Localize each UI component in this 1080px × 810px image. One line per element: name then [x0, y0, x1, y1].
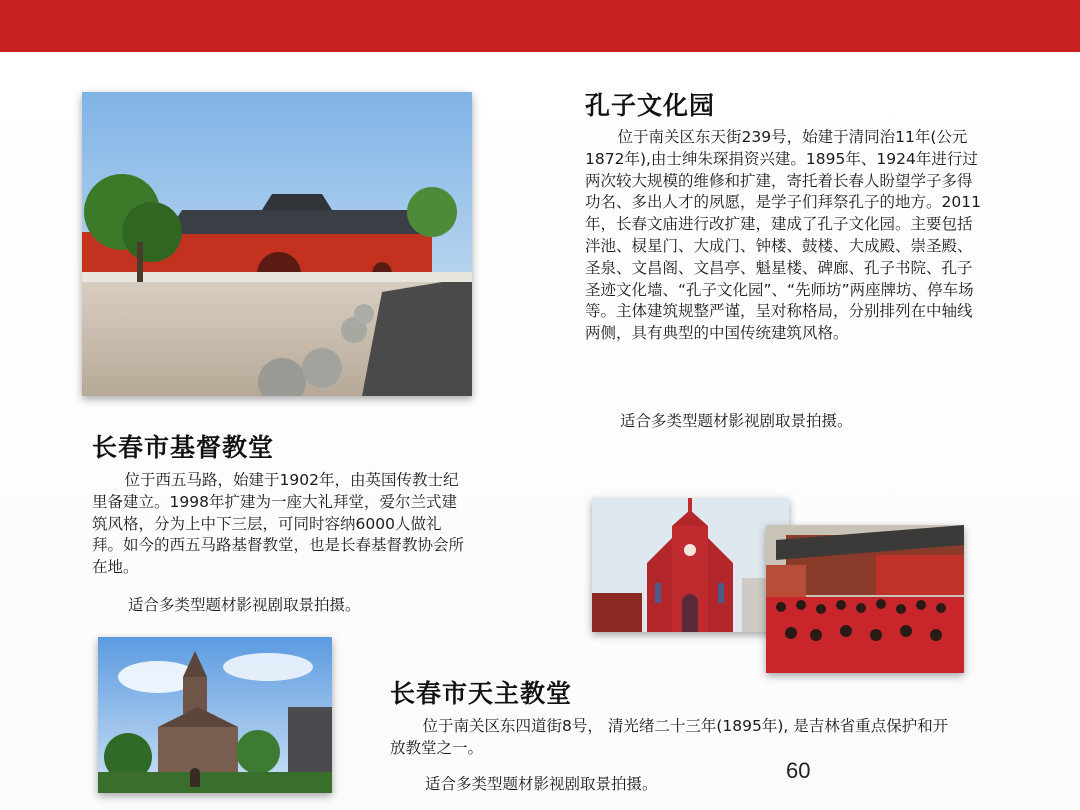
confucius-park-filming-note: 适合多类型题材影视剧取景拍摄。	[620, 412, 853, 430]
catholic-church-title: 长春市天主教堂	[390, 679, 573, 708]
catholic-church-description: 位于南关区东四道街8号， 清光绪二十三年(1895年), 是吉林省重点保护和开放教堂之一。	[390, 717, 949, 757]
christian-church-title: 长春市基督教堂	[92, 433, 275, 462]
ceremony-crowd-photo	[766, 525, 964, 673]
header-bar	[0, 0, 1080, 52]
confucius-park-title: 孔子文化园	[585, 91, 716, 120]
red-church-photo	[592, 498, 789, 632]
christian-church-description: 位于西五马路，始建于1902年，由英国传教士纪里备建立。1998年扩建为一座大礼拜堂，爱尔兰式建筑风格，分为上中下三层，可同时容纳6000人做礼拜。如今的西五马路基督教堂，也是长春基督教协会所在地。	[92, 471, 465, 577]
catholic-church-filming-note: 适合多类型题材影视剧取景拍摄。	[425, 775, 658, 793]
christian-church-filming-note: 适合多类型题材影视剧取景拍摄。	[128, 596, 361, 614]
confucius-park-photo	[82, 92, 472, 396]
page-number: 60	[786, 758, 811, 783]
confucius-park-description: 位于南关区东天街239号，始建于清同治11年(公元1872年),由士绅朱琛捐资兴建。1895年、1924年进行过两次较大规模的维修和扩建，寄托着长春人盼望学子多得功名、多出人才的夙愿，是学子们拜祭孔子的地方。2011年，长春文庙进行改扩建，建成了孔子文化园。主要包括泮池、棂星门、大成门、钟楼、鼓楼、大成殿、崇圣殿、圣泉、文昌阁、文昌亭、魁星楼、碑廊、孔子书院、孔子圣迹文化墙、“孔子文化园”、“先师坊”两座牌坊、停车场等。主体建筑规整严谨，呈对称格局，分别排列在中轴线两侧，具有典型的中国传统建筑风格。	[585, 128, 981, 343]
catholic-church-photo	[98, 637, 332, 793]
